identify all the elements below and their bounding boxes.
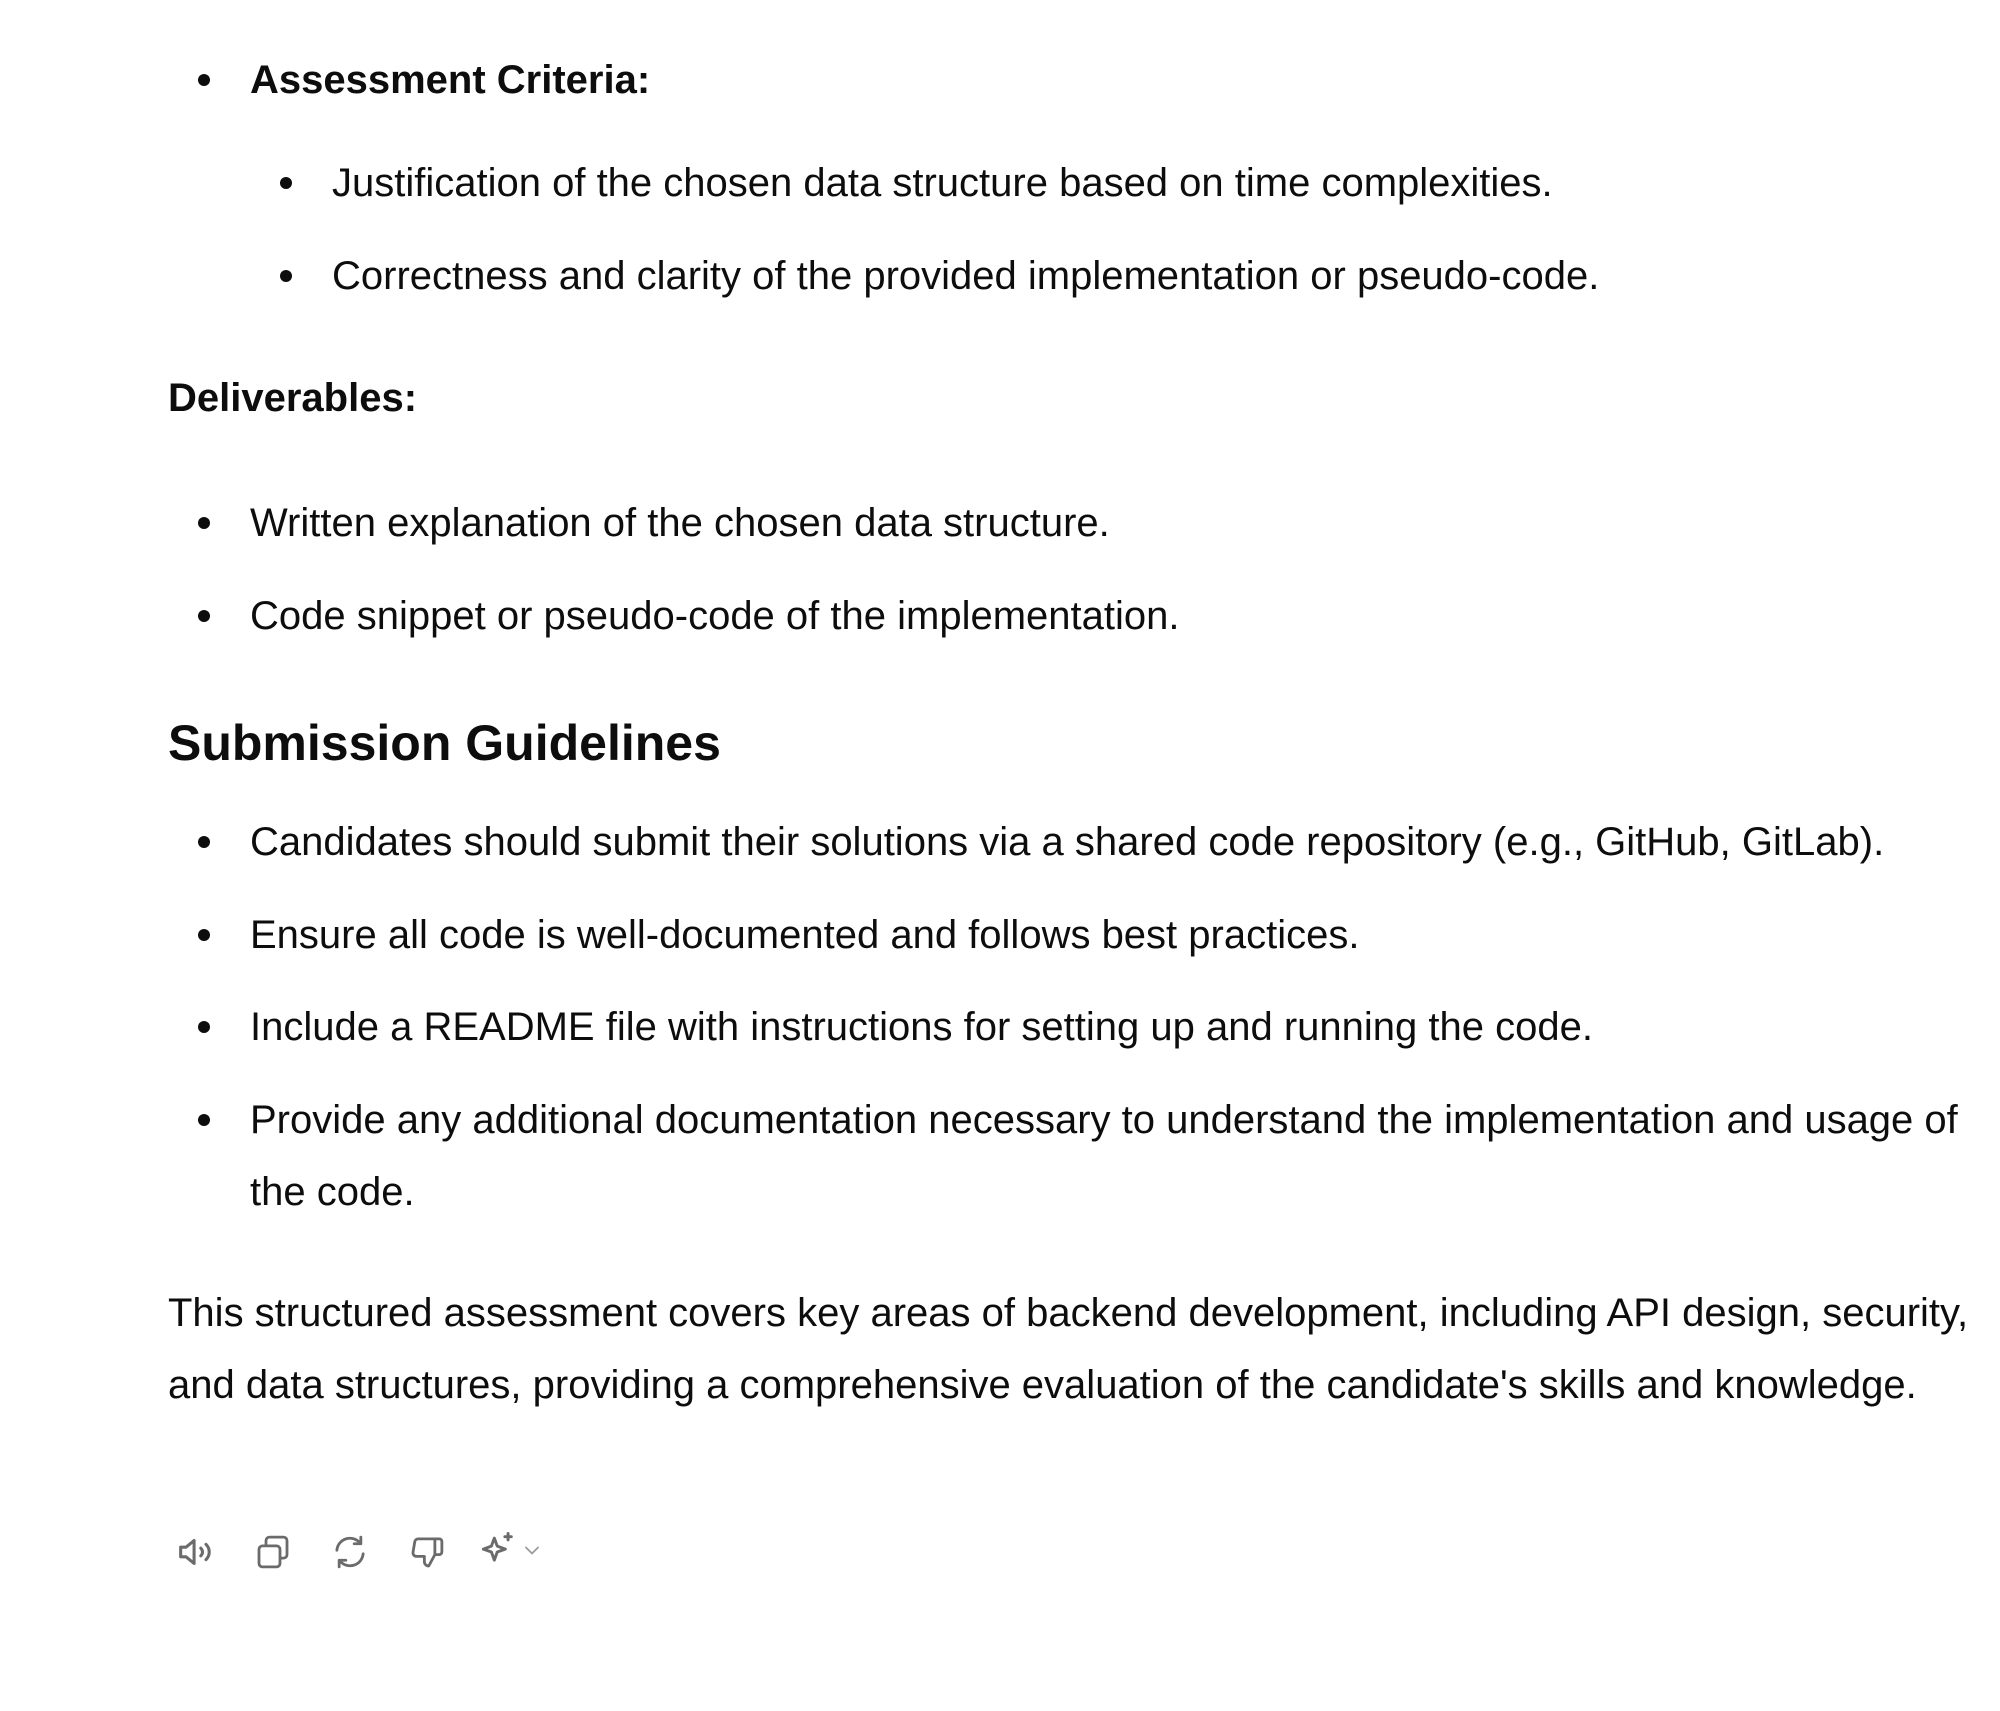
regenerate-button[interactable]: [322, 1524, 378, 1580]
read-aloud-button[interactable]: [168, 1524, 224, 1580]
bullet: [198, 610, 210, 622]
chevron-down-icon: [520, 1538, 544, 1567]
switch-model-button[interactable]: [476, 1524, 544, 1580]
criteria-item: Correctness and clarity of the provided implementation or pseudo-code.: [332, 254, 1600, 298]
deliverable-item: Code snippet or pseudo-code of the implementation.: [250, 594, 1180, 638]
copy-button[interactable]: [245, 1524, 301, 1580]
message-actions: [168, 1524, 544, 1580]
bullet: [198, 1021, 210, 1033]
guideline-item: Include a README file with instructions for setting up and running the code.: [250, 1005, 1593, 1049]
list-item: [168, 487, 1110, 559]
summary-paragraph: This structured assessment covers key areas of backend development, including API design, security, and data structures, providing a comprehensive evaluation of the candidate's skills and knowledge.: [168, 1291, 1969, 1407]
speaker-icon: [173, 1529, 219, 1575]
list-item: [168, 44, 650, 116]
bullet: [280, 177, 292, 189]
bullet: [280, 270, 292, 282]
bullet: [198, 929, 210, 941]
list-item: [168, 580, 1179, 652]
assessment-criteria-label: Assessment Criteria:: [250, 58, 651, 102]
bullet: [198, 517, 210, 529]
list-item: [168, 991, 1593, 1063]
list-item: [168, 1084, 2000, 1228]
refresh-icon: [329, 1531, 371, 1573]
list-item: [168, 806, 1884, 878]
criteria-item: Justification of the chosen data structure based on time complexities.: [332, 161, 1553, 205]
list-item: [250, 147, 1553, 219]
guideline-item: Candidates should submit their solutions via a shared code repository (e.g., GitHub, GitLab).: [250, 820, 1885, 864]
guideline-item: Provide any additional documentation necessary to understand the implementation and usage of the code.: [250, 1098, 1958, 1214]
bullet: [198, 836, 210, 848]
bad-response-button[interactable]: [399, 1524, 455, 1580]
list-item: [168, 899, 1359, 971]
bullet: [198, 74, 210, 86]
sparkle-icon: [476, 1528, 520, 1577]
list-item: [250, 240, 1599, 312]
deliverables-label: Deliverables:: [168, 376, 418, 420]
guideline-item: Ensure all code is well-documented and follows best practices.: [250, 913, 1360, 957]
bullet: [198, 1114, 210, 1126]
deliverable-item: Written explanation of the chosen data structure.: [250, 501, 1110, 545]
thumbs-down-icon: [406, 1531, 448, 1573]
submission-heading: Submission Guidelines: [168, 715, 721, 771]
copy-icon: [252, 1531, 294, 1573]
